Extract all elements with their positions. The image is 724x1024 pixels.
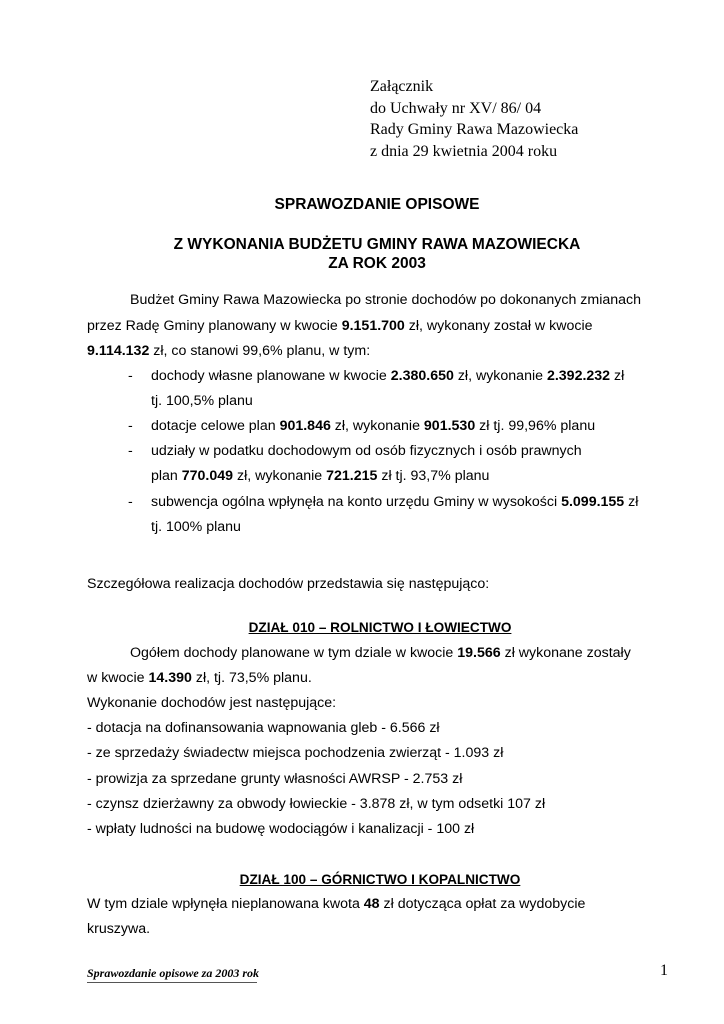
section-010-item: - czynsz dzierżawny za obwody łowieckie - 3.878 zł, w tym odsetki 107 zł — [87, 796, 546, 812]
section-010-line-2: w kwocie 14.390 zł, tj. 73,5% planu. — [87, 670, 312, 686]
document-title: SPRAWOZDANIE OPISOWE — [274, 196, 480, 213]
bullet-dash-4: - — [128, 494, 133, 510]
intro-line-3: 9.114.132 zł, co stanowi 99,6% planu, w tym: — [87, 343, 371, 359]
section-010-item: - prowizja za sprzedane grunty własności AWRSP - 2.753 zł — [87, 771, 463, 787]
section-010-line-3: Wykonanie dochodów jest następujące: — [87, 695, 337, 711]
bullet-3-line-1: udziały w podatku dochodowym od osób fizycznych i osób prawnych — [151, 443, 582, 459]
footer-rule — [87, 982, 257, 983]
attachment-line-4: z dnia 29 kwietnia 2004 roku — [370, 142, 558, 160]
bullet-dash-1: - — [128, 368, 133, 384]
page-number: 1 — [660, 962, 668, 979]
attachment-line-3: Rady Gminy Rawa Mazowiecka — [370, 121, 579, 138]
planned-total: 9.151.700 — [341, 318, 405, 334]
section-010-item: - wpłaty ludności na budowę wodociągów i kanalizacji - 100 zł — [87, 821, 475, 837]
section-010-line-1: Ogółem dochody planowane w tym dziale w kwocie 19.566 zł wykonane zostały — [130, 645, 631, 661]
attachment-block — [370, 76, 578, 162]
footer-text: Sprawozdanie opisowe za 2003 rok — [87, 966, 260, 980]
document-subtitle-line-2: ZA ROK 2003 — [328, 255, 426, 272]
bullet-dash-2: - — [128, 418, 133, 434]
document-subtitle-line-1: Z WYKONANIA BUDŻETU GMINY RAWA MAZOWIECKA — [173, 236, 581, 253]
section-010-heading: DZIAŁ 010 – ROLNICTWO I ŁOWIECTWO — [248, 620, 512, 635]
attachment-line-1: Załącznik — [370, 78, 434, 95]
bullet-4-line-1: subwencja ogólna wpłynęła na konto urzędu Gminy w wysokości 5.099.155 zł — [151, 494, 639, 510]
executed-total: 9.114.132 — [87, 343, 150, 359]
bullet-dash-3: - — [128, 443, 133, 459]
bullet-3-line-2: plan 770.049 zł, wykonanie 721.215 zł tj. 93,7% planu — [151, 468, 490, 484]
bullet-1-line-2: tj. 100,5% planu — [151, 393, 253, 409]
bullet-1-line-1: dochody własne planowane w kwocie 2.380.650 zł, wykonanie 2.392.232 zł — [151, 368, 625, 384]
section-100-line-2: kruszywa. — [87, 921, 151, 937]
section-010-item: - ze sprzedaży świadectw miejsca pochodzenia zwierząt - 1.093 zł — [87, 745, 504, 761]
section-010-item: - dotacja na dofinansowania wapnowania gleb - 6.566 zł — [87, 720, 440, 736]
bullet-2-line-1: dotacje celowe plan 901.846 zł, wykonanie 901.530 zł tj. 99,96% planu — [151, 418, 596, 434]
intro-line-2: przez Radę Gminy planowany w kwocie 9.151.700 zł, wykonany został w kwocie — [87, 318, 593, 334]
details-intro: Szczegółowa realizacja dochodów przedstawia się następująco: — [87, 576, 490, 592]
bullet-4-line-2: tj. 100% planu — [151, 519, 241, 535]
section-100-line-1: W tym dziale wpłynęła nieplanowana kwota 48 zł dotycząca opłat za wydobycie — [87, 896, 586, 912]
intro-line-1: Budżet Gminy Rawa Mazowiecka po stronie dochodów po dokonanych zmianach — [130, 292, 642, 308]
section-100-heading: DZIAŁ 100 – GÓRNICTWO I KOPALNICTWO — [239, 872, 521, 887]
attachment-line-2: do Uchwały nr XV/ 86/ 04 — [370, 99, 542, 117]
